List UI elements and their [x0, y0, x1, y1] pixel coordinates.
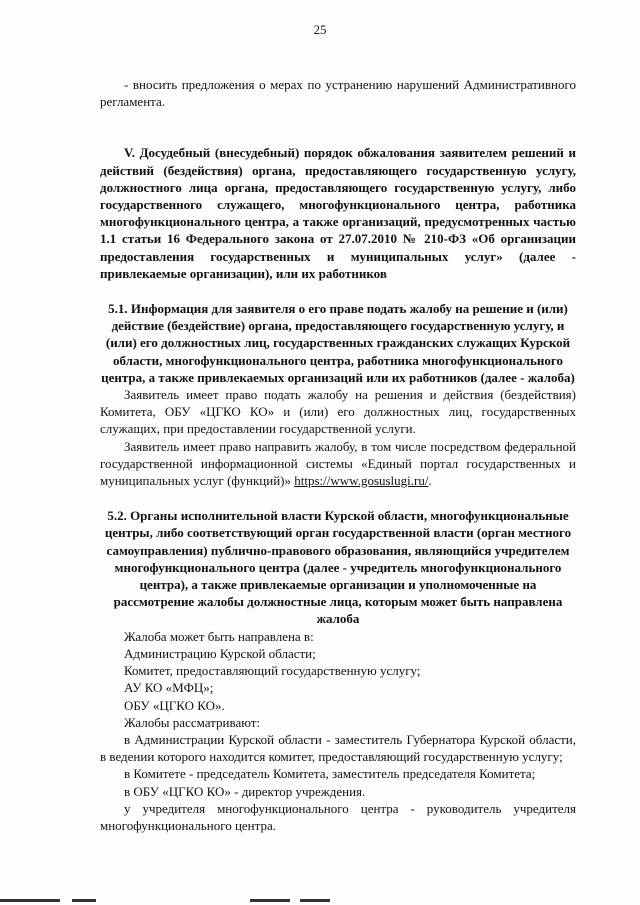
document-body	[100, 76, 576, 834]
reviewer-cgko: в ОБУ «ЦГКО КО» - директор учреждения.	[124, 783, 366, 799]
list-item: ОБУ «ЦГКО КО».	[124, 697, 225, 713]
section-5-1-paragraph-2-text: Заявитель имеет право направить жалобу, в том числе посредством федеральной государственной информационной системы «Единый портал государственных и муниципальных услуг (функций)»	[100, 438, 576, 489]
gosuslugi-link[interactable]: https://www.gosuslugi.ru/	[294, 473, 429, 489]
intro-paragraph: - вносить предложения о мерах по устранению нарушений Административного регламента.	[100, 77, 576, 110]
section-5-title: V. Досудебный (внесудебный) порядок обжалования заявителем решений и действий (бездействия) органа, предоставляющего государственную услугу, должностного лица органа, предоставляющего государственную услугу, либо государственного служащего, многофункционального центра, работника многофункционального центра, а также организаций, предусмотренных частью 1.1 статьи 16 Федерального закона от 27.07.2010 № 210-ФЗ «Об организации предоставления государственных и муниципальных услуг» (далее - привлекаемые организации), или их работников	[100, 145, 576, 281]
section-5-1-paragraph-1: Заявитель имеет право подать жалобу на решения и действия (бездействия) Комитета, ОБУ «ЦГКО КО» и (или) его должностных лиц, государственных служащих, при предоставлении государственной услуги.	[100, 387, 576, 437]
section-5-1-heading: 5.1. Информация для заявителя о его праве подать жалобу на решение и (или) действие (бездействие) органа, предоставляющего государственную услугу, и (или) его должностных лиц, государственных гражданских служащих Курской области, многофункционального центра, работника многофункционального центра, а также привлекаемых организаций или их работников (далее - жалоба)	[101, 301, 575, 385]
list-item: Администрацию Курской области;	[124, 645, 316, 661]
list-item: АУ КО «МФЦ»;	[124, 680, 214, 696]
section-5-2-heading: 5.2. Органы исполнительной власти Курской области, многофункциональные центры, либо соответствующий орган государственной власти (орган местного самоуправления) публично-правового образования, являющийся учредителем многофункционального центра (далее - учредитель многофункционального центра), а также привлекаемые организации и уполномоченные на рассмотрение жалобы должностные лица, которым может быть направлена жалоба	[104, 508, 572, 627]
reviewer-committee: в Комитете - председатель Комитета, заместитель председателя Комитета;	[124, 766, 536, 782]
paragraph-2-end: .	[428, 473, 432, 489]
page-number: 25	[313, 22, 327, 37]
scan-edge-marks	[0, 899, 640, 903]
list-item: Жалобы рассматривают:	[124, 714, 261, 730]
section-5-1-paragraph-2	[100, 438, 576, 490]
list-item: Жалоба может быть направлена в:	[124, 628, 314, 644]
reviewer-founder: у учредителя многофункционального центра - руководитель учредителя многофункционального центра.	[100, 800, 576, 833]
reviewer-administration: в Администрации Курской области - заместитель Губернатора Курской области, в ведении которого находится комитет, предоставляющий государственную услугу;	[100, 731, 576, 765]
list-item: Комитет, предоставляющий государственную услугу;	[124, 663, 421, 679]
